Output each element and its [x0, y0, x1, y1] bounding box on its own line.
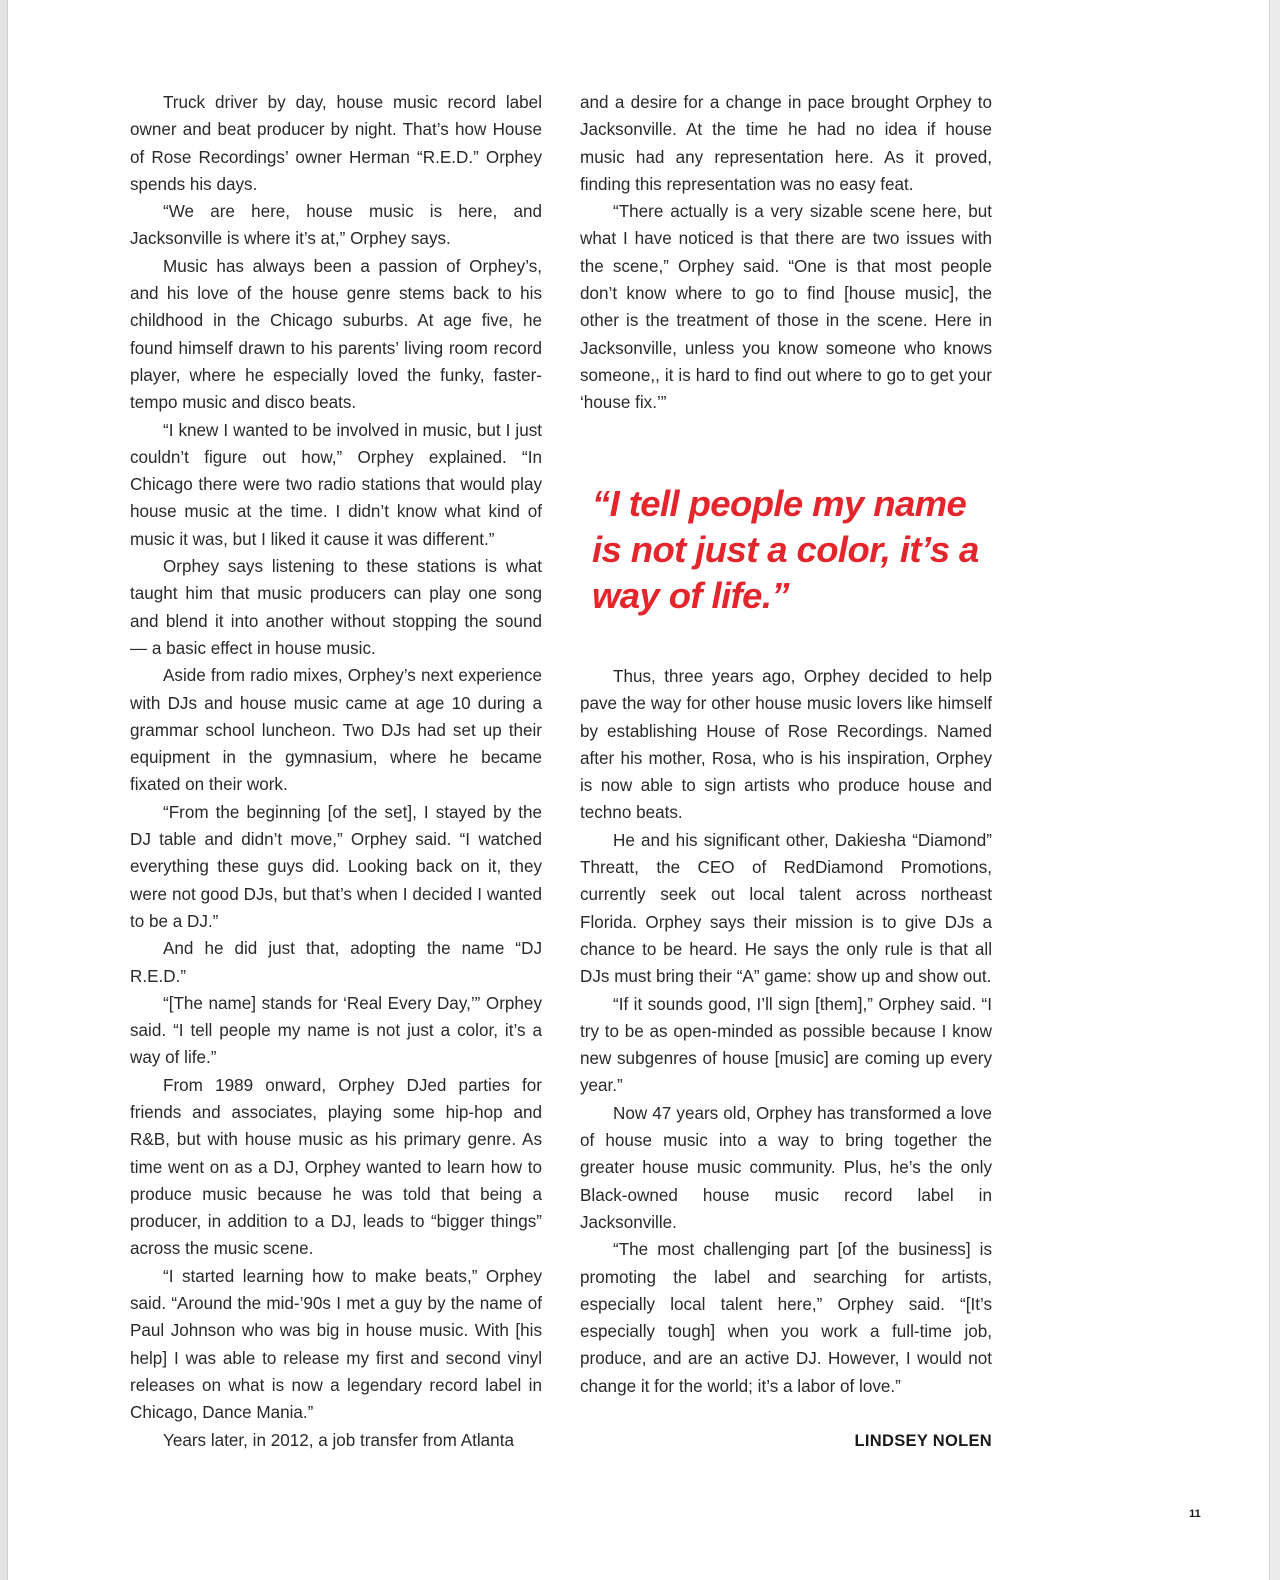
paragraph: Aside from radio mixes, Orphey’s next experience with DJs and house music came at age 10 during a grammar school luncheon. Two DJs had set up their equipment in the gymnasium, where he became fixated on their work.	[130, 666, 542, 795]
paragraph: Orphey says listening to these stations is what taught him that music producers can play one song and blend it into another without stopping the sound — a basic effect in house music.	[130, 557, 542, 658]
author-byline: LINDSEY NOLEN	[854, 1432, 992, 1450]
paragraph: “[The name] stands for ‘Real Every Day,’” Orphey said. “I tell people my name is not just a color, it’s a way of life.”	[130, 993, 542, 1068]
left-column	[130, 89, 542, 1454]
right-column-bottom	[580, 663, 992, 1400]
pull-quote: “I tell people my name is not just a color, it’s a way of life.”	[592, 483, 979, 616]
paragraph: He and his significant other, Dakiesha “Diamond” Threatt, the CEO of RedDiamond Promotions, currently seek out local talent across northeast Florida. Orphey says their mission is to give DJs a chance to be heard. He says the only rule is that all DJs must bring their “A” game: show up and show out.	[580, 830, 992, 987]
paragraph: Music has always been a passion of Orphey’s, and his love of the house genre stems back to his childhood in the Chicago suburbs. At age five, he found himself drawn to his parents’ living room record player, where he especially loved the funky, faster-tempo music and disco beats.	[130, 256, 542, 413]
viewer-right-border	[1269, 0, 1280, 1580]
page-number: 11	[1189, 1508, 1201, 1520]
paragraph: From 1989 onward, Orphey DJed parties for friends and associates, playing some hip-hop and R&B, but with house music as his primary genre. As time went on as a DJ, Orphey wanted to learn how to produce music because he was told that being a producer, in addition to a DJ, leads to “bigger things” across the music scene.	[130, 1075, 542, 1259]
paragraph: “There actually is a very sizable scene here, but what I have noticed is that there are two issues with the scene,” Orphey said. “One is that most people don’t know where to go to find [house music], the other is the treatment of those in the scene. Here in Jacksonville, unless you know someone who knows someone,, it is hard to find out where to go to get your ‘house fix.’”	[580, 202, 992, 413]
paragraph: and a desire for a change in pace brought Orphey to Jacksonville. At the time he had no idea if house music had any representation here. As it proved, finding this representation was no easy feat.	[580, 93, 992, 194]
right-column-top	[580, 89, 992, 417]
paragraph: And he did just that, adopting the name “DJ R.E.D.”	[130, 939, 542, 986]
paragraph: Now 47 years old, Orphey has transformed a love of house music into a way to bring together the greater house music community. Plus, he’s the only Black-owned house music record label in Jacksonville.	[580, 1103, 992, 1232]
paragraph: Thus, three years ago, Orphey decided to help pave the way for other house music lovers like himself by establishing House of Rose Recordings. Named after his mother, Rosa, who is his inspiration, Orphey is now able to sign artists who produce house and techno beats.	[580, 667, 992, 823]
paragraph: “We are here, house music is here, and Jacksonville is where it’s at,” Orphey says.	[130, 202, 542, 249]
paragraph: “The most challenging part [of the business] is promoting the label and searching for artists, especially local talent here,” Orphey said. “[It’s especially tough] when you work a full-time job, produce, and are an active DJ. However, I would not change it for the world; it’s a labor of love.”	[580, 1240, 992, 1396]
paragraph: Truck driver by day, house music record label owner and beat producer by night. That’s how House of Rose Recordings’ owner Herman “R.E.D.” Orphey spends his days.	[130, 93, 542, 194]
paragraph: Years later, in 2012, a job transfer from Atlanta	[163, 1430, 514, 1450]
paragraph: “I knew I wanted to be involved in music, but I just couldn’t figure out how,” Orphey explained. “In Chicago there were two radio stations that would play house music at the time. I didn’t know what kind of music it was, but I liked it cause it was different.”	[130, 420, 542, 549]
paragraph: “I started learning how to make beats,” Orphey said. “Around the mid-’90s I met a guy by the name of Paul Johnson who was big in house music. With [his help] I was able to release my first and second vinyl releases on what is now a legendary record label in Chicago, Dance Mania.”	[130, 1266, 542, 1423]
paragraph: “From the beginning [of the set], I stayed by the DJ table and didn’t move,” Orphey said. “I watched everything these guys did. Looking back on it, they were not good DJs, but that’s when I decided I wanted to be a DJ.”	[130, 802, 542, 931]
viewer-left-border	[0, 0, 8, 1580]
paragraph: “If it sounds good, I’ll sign [them],” Orphey said. “I try to be as open-minded as possible because I know new subgenres of house [music] are coming up every year.”	[580, 994, 992, 1096]
